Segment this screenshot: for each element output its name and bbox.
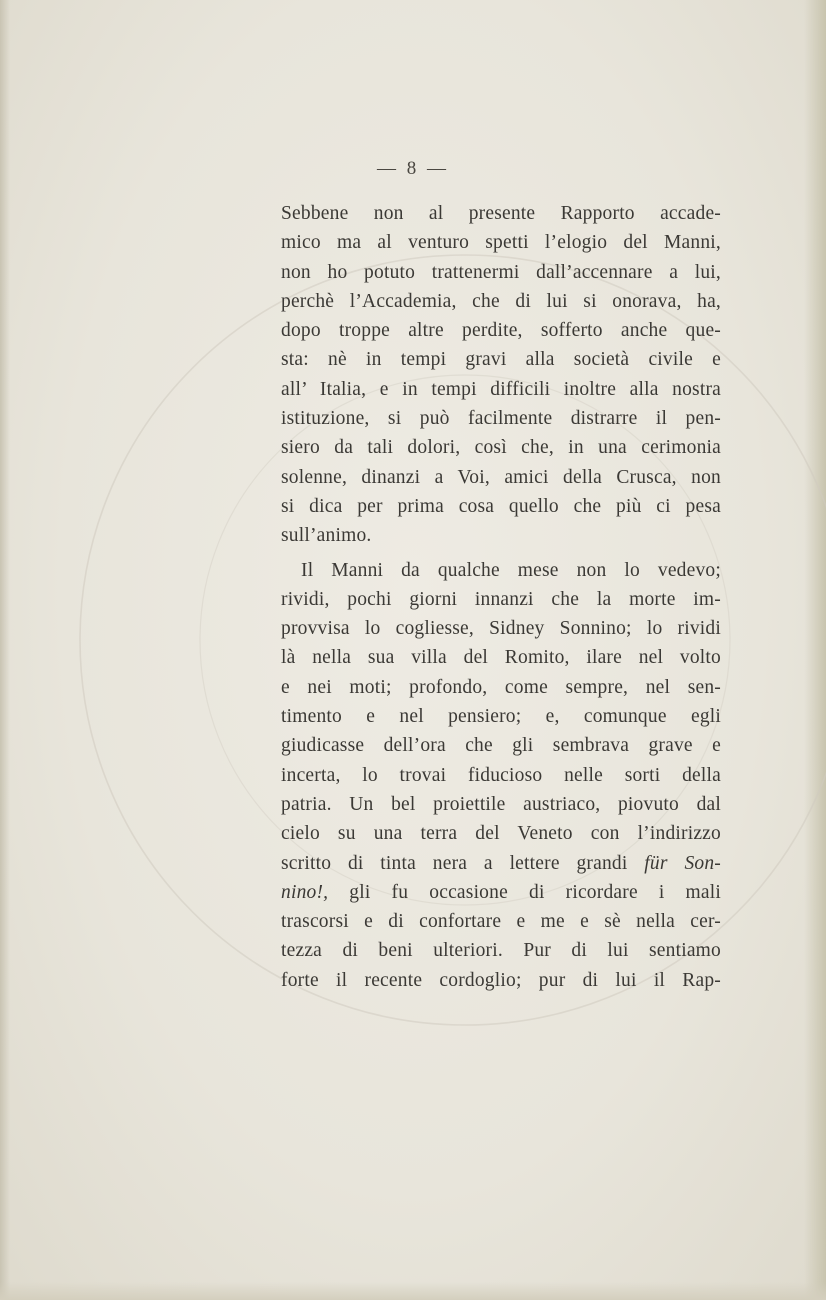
text-segment: scritto di tinta nera a lettere grandi — [281, 852, 645, 874]
text-line: solenne, dinanzi a Voi, amici della Crusca, non — [281, 466, 721, 488]
text-line: là nella sua villa del Romito, ilare nel volto — [281, 647, 721, 669]
text-line: sull’animo. — [281, 525, 372, 547]
text-line: trascorsi e di confortare e me e sè nella cer- — [281, 911, 721, 933]
text-line: mico ma al venturo spetti l’elogio del Manni, — [281, 232, 721, 254]
text-line: tezza di beni ulteriori. Pur di lui sentiamo — [281, 940, 721, 962]
text-line: si dica per prima cosa quello che più ci pesa — [281, 495, 721, 517]
text-line: non ho potuto trattenermi dall’accennare a lui, — [281, 261, 721, 283]
text-line: Il Manni da qualche mese non lo vedevo; — [301, 559, 721, 581]
text-line: all’ Italia, e in tempi difficili inoltre alla nostra — [281, 378, 721, 400]
text-line: provvisa lo cogliesse, Sidney Sonnino; lo rividi — [281, 618, 721, 640]
text-line — [281, 849, 721, 878]
text-line: cielo su una terra del Veneto con l’indirizzo — [281, 823, 721, 845]
text-line: sta: nè in tempi gravi alla società civile e — [281, 349, 721, 371]
text-segment: gli fu occasione di ricordare i mali — [328, 881, 721, 903]
page-number: — 8 — — [377, 158, 449, 179]
text-line: perchè l’Accademia, che di lui si onorava, ha, — [281, 290, 721, 312]
text-line: e nei moti; profondo, come sempre, nel sen- — [281, 676, 721, 698]
text-line: timento e nel pensiero; e, comunque egli — [281, 706, 721, 728]
text-line: forte il recente cordoglio; pur di lui il Rap- — [281, 969, 721, 991]
text-line: rividi, pochi giorni innanzi che la morte im- — [281, 588, 721, 610]
text-line: incerta, lo trovai fiducioso nelle sorti della — [281, 764, 721, 786]
text-line: giudicasse dell’ora che gli sembrava grave e — [281, 735, 721, 757]
text-line: istituzione, si può facilmente distrarre il pen- — [281, 408, 721, 430]
italic-text: nino!, — [281, 881, 329, 903]
text-line: siero da tali dolori, così che, in una cerimonia — [281, 437, 721, 459]
text-line: Sebbene non al presente Rapporto accade- — [281, 203, 721, 224]
body-text — [281, 199, 721, 995]
italic-text: für Son- — [644, 852, 721, 874]
text-line: patria. Un bel proiettile austriaco, piovuto dal — [281, 793, 721, 815]
text-line: dopo troppe altre perdite, sofferto anche que- — [281, 320, 721, 342]
text-line — [281, 878, 721, 907]
